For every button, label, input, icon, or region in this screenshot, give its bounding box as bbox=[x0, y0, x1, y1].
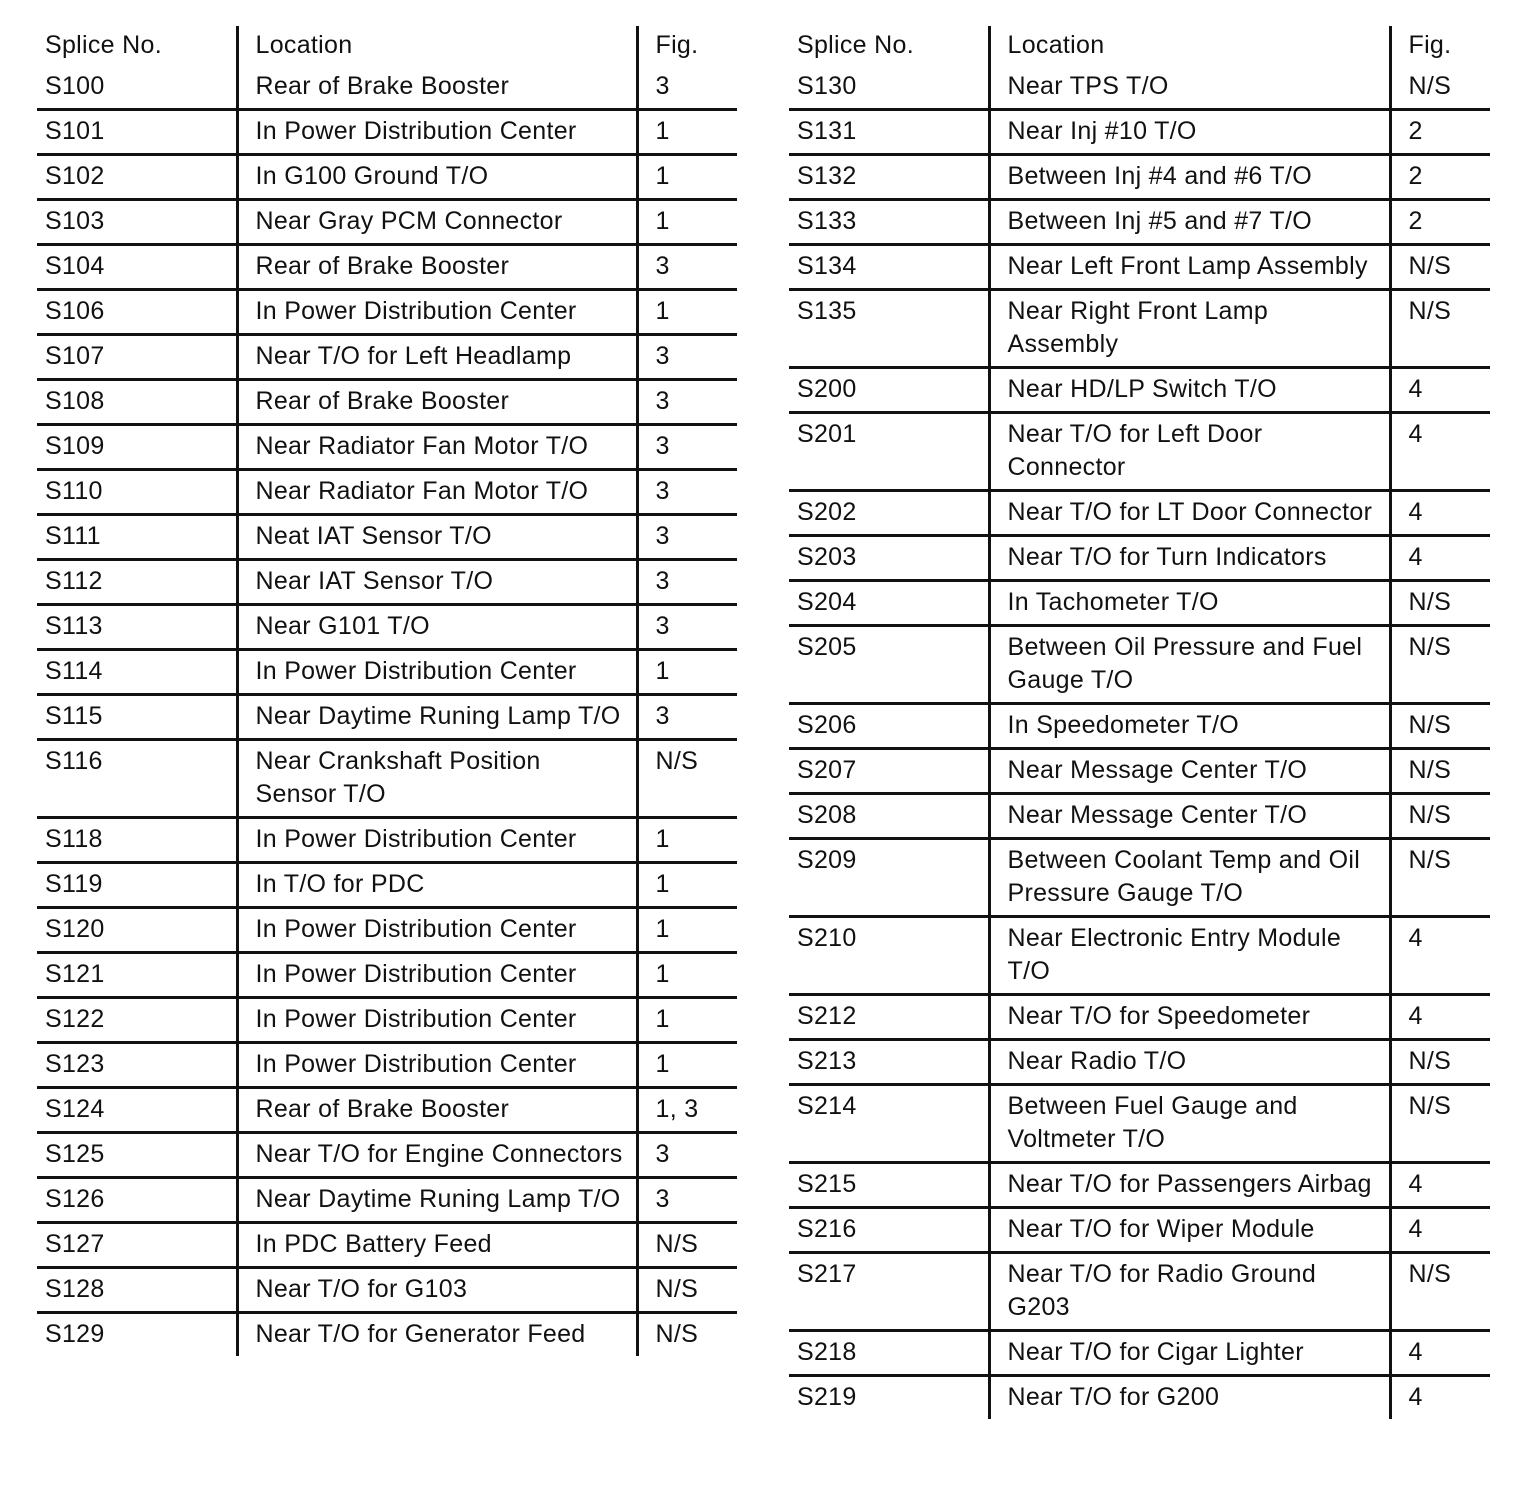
cell-splice-no: S215 bbox=[797, 1170, 857, 1198]
cell-fig: 3 bbox=[637, 605, 737, 650]
cell-splice-no: S134 bbox=[797, 252, 857, 280]
cell-splice-no: S108 bbox=[45, 387, 105, 415]
cell-fig: 4 bbox=[1390, 536, 1490, 581]
table-row bbox=[37, 695, 737, 740]
cell-fig: N/S bbox=[1390, 1040, 1490, 1085]
cell-splice-no: S107 bbox=[45, 342, 105, 370]
cell-location: Near T/O for G200 bbox=[989, 1376, 1390, 1420]
cell-location: Near T/O for Engine Connectors bbox=[237, 1133, 637, 1178]
cell-location: In Power Distribution Center bbox=[237, 650, 637, 695]
table-row bbox=[789, 1376, 1490, 1420]
cell-splice-no: S209 bbox=[797, 846, 857, 874]
cell-splice-no: S131 bbox=[797, 117, 857, 145]
cell-splice-no: S127 bbox=[45, 1230, 105, 1258]
table-header-row bbox=[789, 26, 1490, 66]
cell-fig: N/S bbox=[637, 1268, 737, 1313]
column-header-fig: Fig. bbox=[637, 26, 737, 66]
cell-location: Between Oil Pressure and Fuel Gauge T/O bbox=[989, 626, 1390, 704]
table-row bbox=[789, 1253, 1490, 1331]
cell-splice-no: S132 bbox=[797, 162, 857, 190]
table-row bbox=[37, 425, 737, 470]
cell-splice-no: S217 bbox=[797, 1260, 857, 1288]
cell-location: Near T/O for LT Door Connector bbox=[989, 491, 1390, 536]
cell-location: Near T/O for G103 bbox=[237, 1268, 637, 1313]
table-row bbox=[37, 110, 737, 155]
cell-splice-no: S106 bbox=[45, 297, 105, 325]
cell-fig: 1 bbox=[637, 155, 737, 200]
cell-splice-no: S204 bbox=[797, 588, 857, 616]
cell-splice-no: S130 bbox=[797, 72, 857, 100]
cell-splice-no: S122 bbox=[45, 1005, 105, 1033]
cell-location: Near T/O for Speedometer bbox=[989, 995, 1390, 1040]
table-row bbox=[37, 1088, 737, 1133]
cell-fig: 1 bbox=[637, 290, 737, 335]
table-row bbox=[789, 704, 1490, 749]
cell-location: Near Inj #10 T/O bbox=[989, 110, 1390, 155]
cell-location: Near T/O for Radio Ground G203 bbox=[989, 1253, 1390, 1331]
cell-fig: 3 bbox=[637, 1133, 737, 1178]
cell-location: Near Message Center T/O bbox=[989, 794, 1390, 839]
cell-splice-no: S205 bbox=[797, 633, 857, 661]
table-row bbox=[789, 1040, 1490, 1085]
cell-splice-no: S110 bbox=[45, 477, 103, 505]
cell-fig: N/S bbox=[1390, 626, 1490, 704]
cell-fig: N/S bbox=[1390, 839, 1490, 917]
cell-location: Near Electronic Entry Module T/O bbox=[989, 917, 1390, 995]
cell-splice-no: S124 bbox=[45, 1095, 105, 1123]
cell-fig: N/S bbox=[1390, 581, 1490, 626]
table-row bbox=[37, 515, 737, 560]
table-row bbox=[37, 953, 737, 998]
cell-location: Near T/O for Left Headlamp bbox=[237, 335, 637, 380]
table-header-row bbox=[37, 26, 737, 66]
cell-fig: N/S bbox=[637, 740, 737, 818]
cell-location: In Power Distribution Center bbox=[237, 110, 637, 155]
table-row bbox=[37, 290, 737, 335]
cell-fig: 3 bbox=[637, 66, 737, 110]
cell-splice-no: S125 bbox=[45, 1140, 105, 1168]
cell-location: In Power Distribution Center bbox=[237, 953, 637, 998]
cell-splice-no: S111 bbox=[45, 522, 101, 550]
table-row bbox=[37, 1313, 737, 1357]
cell-splice-no: S218 bbox=[797, 1338, 857, 1366]
cell-splice-no: S214 bbox=[797, 1092, 857, 1120]
table-row bbox=[37, 560, 737, 605]
cell-splice-no: S116 bbox=[45, 747, 103, 775]
cell-fig: 4 bbox=[1390, 1163, 1490, 1208]
table-row bbox=[37, 605, 737, 650]
cell-fig: 3 bbox=[637, 470, 737, 515]
cell-location: Near T/O for Wiper Module bbox=[989, 1208, 1390, 1253]
cell-splice-no: S100 bbox=[45, 72, 105, 100]
cell-splice-no: S216 bbox=[797, 1215, 857, 1243]
cell-fig: 3 bbox=[637, 560, 737, 605]
table-row bbox=[789, 290, 1490, 368]
cell-location: Near Radiator Fan Motor T/O bbox=[237, 470, 637, 515]
cell-fig: 2 bbox=[1390, 110, 1490, 155]
cell-location: Neat IAT Sensor T/O bbox=[237, 515, 637, 560]
table-row bbox=[789, 200, 1490, 245]
cell-fig: N/S bbox=[637, 1313, 737, 1357]
table-row bbox=[789, 368, 1490, 413]
table-row bbox=[37, 155, 737, 200]
cell-splice-no: S115 bbox=[45, 702, 103, 730]
cell-location: Near Radio T/O bbox=[989, 1040, 1390, 1085]
table-row bbox=[789, 839, 1490, 917]
cell-splice-no: S201 bbox=[797, 420, 857, 448]
cell-splice-no: S113 bbox=[45, 612, 103, 640]
table-row bbox=[37, 470, 737, 515]
cell-fig: 3 bbox=[637, 515, 737, 560]
cell-location: In Tachometer T/O bbox=[989, 581, 1390, 626]
cell-location: Near Crankshaft Position Sensor T/O bbox=[237, 740, 637, 818]
cell-splice-no: S126 bbox=[45, 1185, 105, 1213]
cell-fig: N/S bbox=[1390, 1085, 1490, 1163]
cell-location: Near Right Front Lamp Assembly bbox=[989, 290, 1390, 368]
cell-location: Rear of Brake Booster bbox=[237, 1088, 637, 1133]
cell-fig: 1 bbox=[637, 998, 737, 1043]
table-row bbox=[789, 491, 1490, 536]
cell-location: Near TPS T/O bbox=[989, 66, 1390, 110]
cell-location: Near Radiator Fan Motor T/O bbox=[237, 425, 637, 470]
cell-location: Between Coolant Temp and Oil Pressure Gauge T/O bbox=[989, 839, 1390, 917]
cell-location: Near T/O for Generator Feed bbox=[237, 1313, 637, 1357]
cell-fig: N/S bbox=[1390, 290, 1490, 368]
cell-location: Near HD/LP Switch T/O bbox=[989, 368, 1390, 413]
cell-location: In Power Distribution Center bbox=[237, 290, 637, 335]
cell-fig: N/S bbox=[1390, 245, 1490, 290]
table-row bbox=[789, 1208, 1490, 1253]
cell-fig: 4 bbox=[1390, 1376, 1490, 1420]
cell-location: Between Inj #4 and #6 T/O bbox=[989, 155, 1390, 200]
cell-fig: 3 bbox=[637, 245, 737, 290]
cell-fig: 1 bbox=[637, 200, 737, 245]
cell-fig: 4 bbox=[1390, 1331, 1490, 1376]
table-row bbox=[789, 155, 1490, 200]
cell-fig: 4 bbox=[1390, 995, 1490, 1040]
cell-splice-no: S133 bbox=[797, 207, 857, 235]
table-row bbox=[37, 863, 737, 908]
cell-splice-no: S123 bbox=[45, 1050, 105, 1078]
cell-fig: 1 bbox=[637, 650, 737, 695]
table-row bbox=[37, 1178, 737, 1223]
cell-fig: 1 bbox=[637, 1043, 737, 1088]
cell-splice-no: S128 bbox=[45, 1275, 105, 1303]
cell-splice-no: S206 bbox=[797, 711, 857, 739]
cell-location: In Power Distribution Center bbox=[237, 998, 637, 1043]
cell-splice-no: S114 bbox=[45, 657, 103, 685]
table-row bbox=[37, 818, 737, 863]
cell-fig: 2 bbox=[1390, 155, 1490, 200]
cell-splice-no: S213 bbox=[797, 1047, 857, 1075]
table-row bbox=[789, 581, 1490, 626]
cell-fig: 4 bbox=[1390, 1208, 1490, 1253]
cell-splice-no: S118 bbox=[45, 825, 103, 853]
table-row bbox=[789, 917, 1490, 995]
cell-fig: N/S bbox=[637, 1223, 737, 1268]
table-row bbox=[37, 740, 737, 818]
cell-splice-no: S202 bbox=[797, 498, 857, 526]
cell-fig: 4 bbox=[1390, 917, 1490, 995]
cell-location: In Power Distribution Center bbox=[237, 908, 637, 953]
table-row bbox=[37, 66, 737, 110]
column-header-location: Location bbox=[237, 26, 637, 66]
column-header-splice: Splice No. bbox=[797, 31, 914, 59]
cell-splice-no: S103 bbox=[45, 207, 105, 235]
cell-location: Near T/O for Left Door Connector bbox=[989, 413, 1390, 491]
cell-location: Near Message Center T/O bbox=[989, 749, 1390, 794]
cell-splice-no: S109 bbox=[45, 432, 105, 460]
cell-fig: N/S bbox=[1390, 704, 1490, 749]
cell-splice-no: S102 bbox=[45, 162, 105, 190]
cell-splice-no: S101 bbox=[45, 117, 105, 145]
cell-location: Near G101 T/O bbox=[237, 605, 637, 650]
cell-fig: 1 bbox=[637, 953, 737, 998]
table-row bbox=[789, 749, 1490, 794]
table-row bbox=[37, 1223, 737, 1268]
table-row bbox=[789, 66, 1490, 110]
table-row bbox=[789, 536, 1490, 581]
column-header-fig: Fig. bbox=[1390, 26, 1490, 66]
cell-fig: 4 bbox=[1390, 413, 1490, 491]
column-header-location: Location bbox=[989, 26, 1390, 66]
cell-splice-no: S104 bbox=[45, 252, 105, 280]
cell-location: In T/O for PDC bbox=[237, 863, 637, 908]
cell-splice-no: S119 bbox=[45, 870, 103, 898]
cell-fig: 1 bbox=[637, 110, 737, 155]
cell-location: Between Inj #5 and #7 T/O bbox=[989, 200, 1390, 245]
cell-fig: 3 bbox=[637, 335, 737, 380]
cell-location: In Power Distribution Center bbox=[237, 1043, 637, 1088]
cell-location: Near Left Front Lamp Assembly bbox=[989, 245, 1390, 290]
table-row bbox=[37, 245, 737, 290]
cell-splice-no: S120 bbox=[45, 915, 105, 943]
cell-location: Near T/O for Turn Indicators bbox=[989, 536, 1390, 581]
splice-table-left bbox=[37, 26, 737, 1356]
cell-location: Near IAT Sensor T/O bbox=[237, 560, 637, 605]
cell-location: In G100 Ground T/O bbox=[237, 155, 637, 200]
cell-location: In Speedometer T/O bbox=[989, 704, 1390, 749]
table-row bbox=[37, 1133, 737, 1178]
cell-fig: N/S bbox=[1390, 749, 1490, 794]
table-row bbox=[37, 908, 737, 953]
table-row bbox=[37, 380, 737, 425]
cell-location: Near Gray PCM Connector bbox=[237, 200, 637, 245]
table-row bbox=[789, 794, 1490, 839]
cell-splice-no: S112 bbox=[45, 567, 103, 595]
cell-fig: 3 bbox=[637, 1178, 737, 1223]
cell-location: Near Daytime Runing Lamp T/O bbox=[237, 1178, 637, 1223]
table-row bbox=[37, 1043, 737, 1088]
cell-location: Near Daytime Runing Lamp T/O bbox=[237, 695, 637, 740]
table-row bbox=[789, 626, 1490, 704]
cell-location: Near T/O for Cigar Lighter bbox=[989, 1331, 1390, 1376]
cell-location: Between Fuel Gauge and Voltmeter T/O bbox=[989, 1085, 1390, 1163]
cell-fig: 3 bbox=[637, 695, 737, 740]
cell-location: In Power Distribution Center bbox=[237, 818, 637, 863]
cell-fig: N/S bbox=[1390, 66, 1490, 110]
cell-location: Near T/O for Passengers Airbag bbox=[989, 1163, 1390, 1208]
table-row bbox=[37, 335, 737, 380]
table-row bbox=[789, 1085, 1490, 1163]
cell-fig: N/S bbox=[1390, 1253, 1490, 1331]
cell-fig: 3 bbox=[637, 425, 737, 470]
cell-splice-no: S203 bbox=[797, 543, 857, 571]
table-row bbox=[789, 413, 1490, 491]
cell-fig: 2 bbox=[1390, 200, 1490, 245]
table-row bbox=[37, 998, 737, 1043]
cell-splice-no: S200 bbox=[797, 375, 857, 403]
cell-location: Rear of Brake Booster bbox=[237, 380, 637, 425]
cell-fig: 3 bbox=[637, 380, 737, 425]
cell-splice-no: S208 bbox=[797, 801, 857, 829]
table-row bbox=[37, 200, 737, 245]
cell-location: Rear of Brake Booster bbox=[237, 245, 637, 290]
table-row bbox=[37, 650, 737, 695]
cell-splice-no: S135 bbox=[797, 297, 857, 325]
cell-fig: 1 bbox=[637, 908, 737, 953]
table-row bbox=[789, 1331, 1490, 1376]
cell-fig: 4 bbox=[1390, 368, 1490, 413]
cell-fig: 1 bbox=[637, 818, 737, 863]
cell-splice-no: S212 bbox=[797, 1002, 857, 1030]
cell-splice-no: S210 bbox=[797, 924, 857, 952]
cell-fig: N/S bbox=[1390, 794, 1490, 839]
cell-location: In PDC Battery Feed bbox=[237, 1223, 637, 1268]
cell-fig: 1 bbox=[637, 863, 737, 908]
cell-fig: 1, 3 bbox=[637, 1088, 737, 1133]
cell-fig: 4 bbox=[1390, 491, 1490, 536]
table-row bbox=[789, 110, 1490, 155]
table-row bbox=[789, 995, 1490, 1040]
cell-splice-no: S207 bbox=[797, 756, 857, 784]
cell-splice-no: S121 bbox=[45, 960, 105, 988]
column-header-splice: Splice No. bbox=[45, 31, 162, 59]
cell-location: Rear of Brake Booster bbox=[237, 66, 637, 110]
cell-splice-no: S219 bbox=[797, 1383, 857, 1411]
table-row bbox=[789, 245, 1490, 290]
cell-splice-no: S129 bbox=[45, 1320, 105, 1348]
table-row bbox=[789, 1163, 1490, 1208]
splice-table-right bbox=[789, 26, 1490, 1419]
table-row bbox=[37, 1268, 737, 1313]
